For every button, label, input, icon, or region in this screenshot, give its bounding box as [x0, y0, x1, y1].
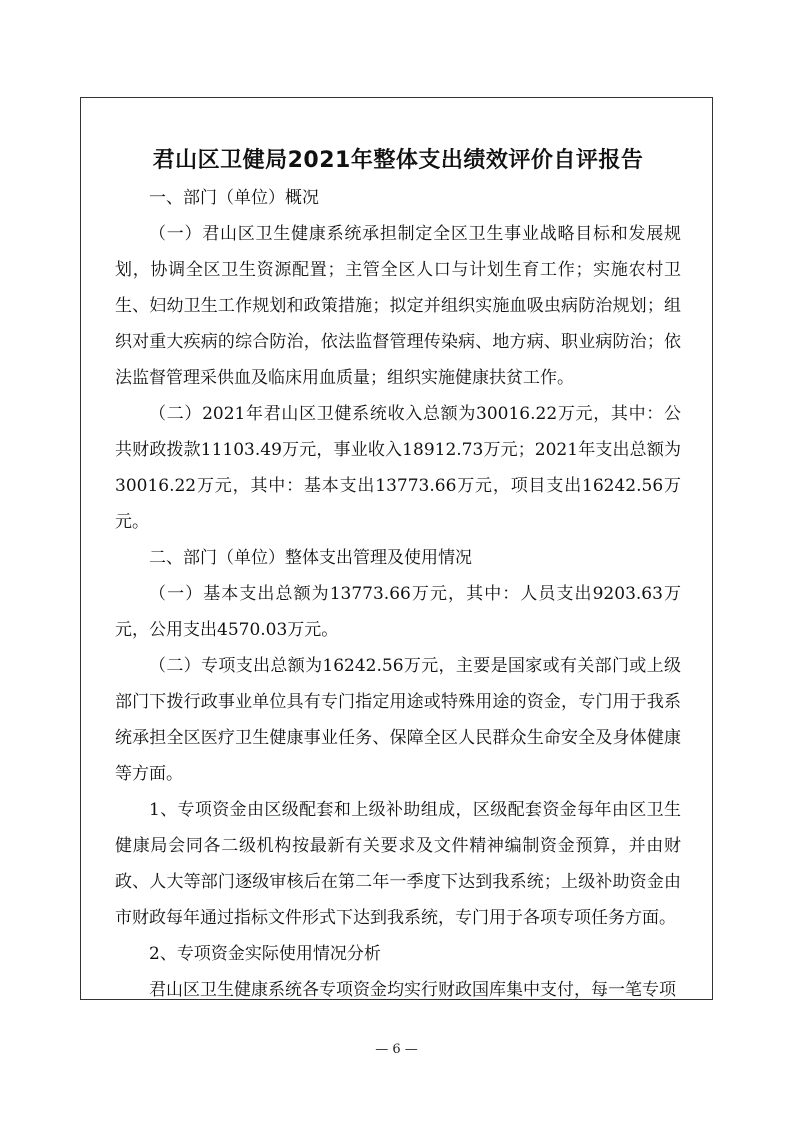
paragraph-basic-expenditure: （一）基本支出总额为13773.66万元，其中：人员支出9203.63万元，公用支出4570.03万元。: [115, 584, 681, 640]
subsection-heading-funds-usage: 2、专项资金实际使用情况分析: [149, 944, 381, 964]
section-heading-1: 一、部门（单位）概况: [149, 188, 319, 208]
document-title: 君山区卫健局2021年整体支出绩效评价自评报告: [152, 148, 644, 173]
paragraph-overview-1: （一）君山区卫生健康系统承担制定全区卫生事业战略目标和发展规划，协调全区卫生资源配置；主管全区人口与计划生育工作；实施农村卫生、妇幼卫生工作规划和政策措施；拟定并组织实施血吸虫病防治规划；组织对重大疾病的综合防治，依法监督管理传染病、地方病、职业病防治；依法监督管理采供血及临床用血质量；组织实施健康扶贫工作。: [115, 224, 681, 388]
document-body: [115, 142, 681, 1000]
section-heading-2: 二、部门（单位）整体支出管理及使用情况: [149, 548, 472, 568]
paragraph-overview-2: （二）2021年君山区卫健系统收入总额为30016.22万元，其中：公共财政拨款11103.49万元，事业收入18912.73万元；2021年支出总额为30016.22万元，其中：基本支出13773.66万元，项目支出16242.56万元。: [115, 404, 681, 532]
paragraph-special-funds-composition: 1、专项资金由区级配套和上级补助组成，区级配套资金每年由区卫生健康局会同各二级机构按最新有关要求及文件精神编制资金预算，并由财政、人大等部门逐级审核后在第二年一季度下达到我系统；上级补助资金由市财政每年通过指标文件形式下达到我系统，专门用于各项专项任务方面。: [115, 800, 681, 928]
page-frame: [80, 97, 713, 1000]
page-number: — 6 —: [375, 1042, 418, 1057]
paragraph-funds-usage: 君山区卫生健康系统各专项资金均实行财政国库集中支付，每一笔专项: [149, 980, 676, 1000]
paragraph-special-expenditure: （二）专项支出总额为16242.56万元，主要是国家或有关部门或上级部门下拨行政事业单位具有专门指定用途或特殊用途的资金，专门用于我系统承担全区医疗卫生健康事业任务、保障全区人民群众生命安全及身体健康等方面。: [115, 656, 681, 784]
